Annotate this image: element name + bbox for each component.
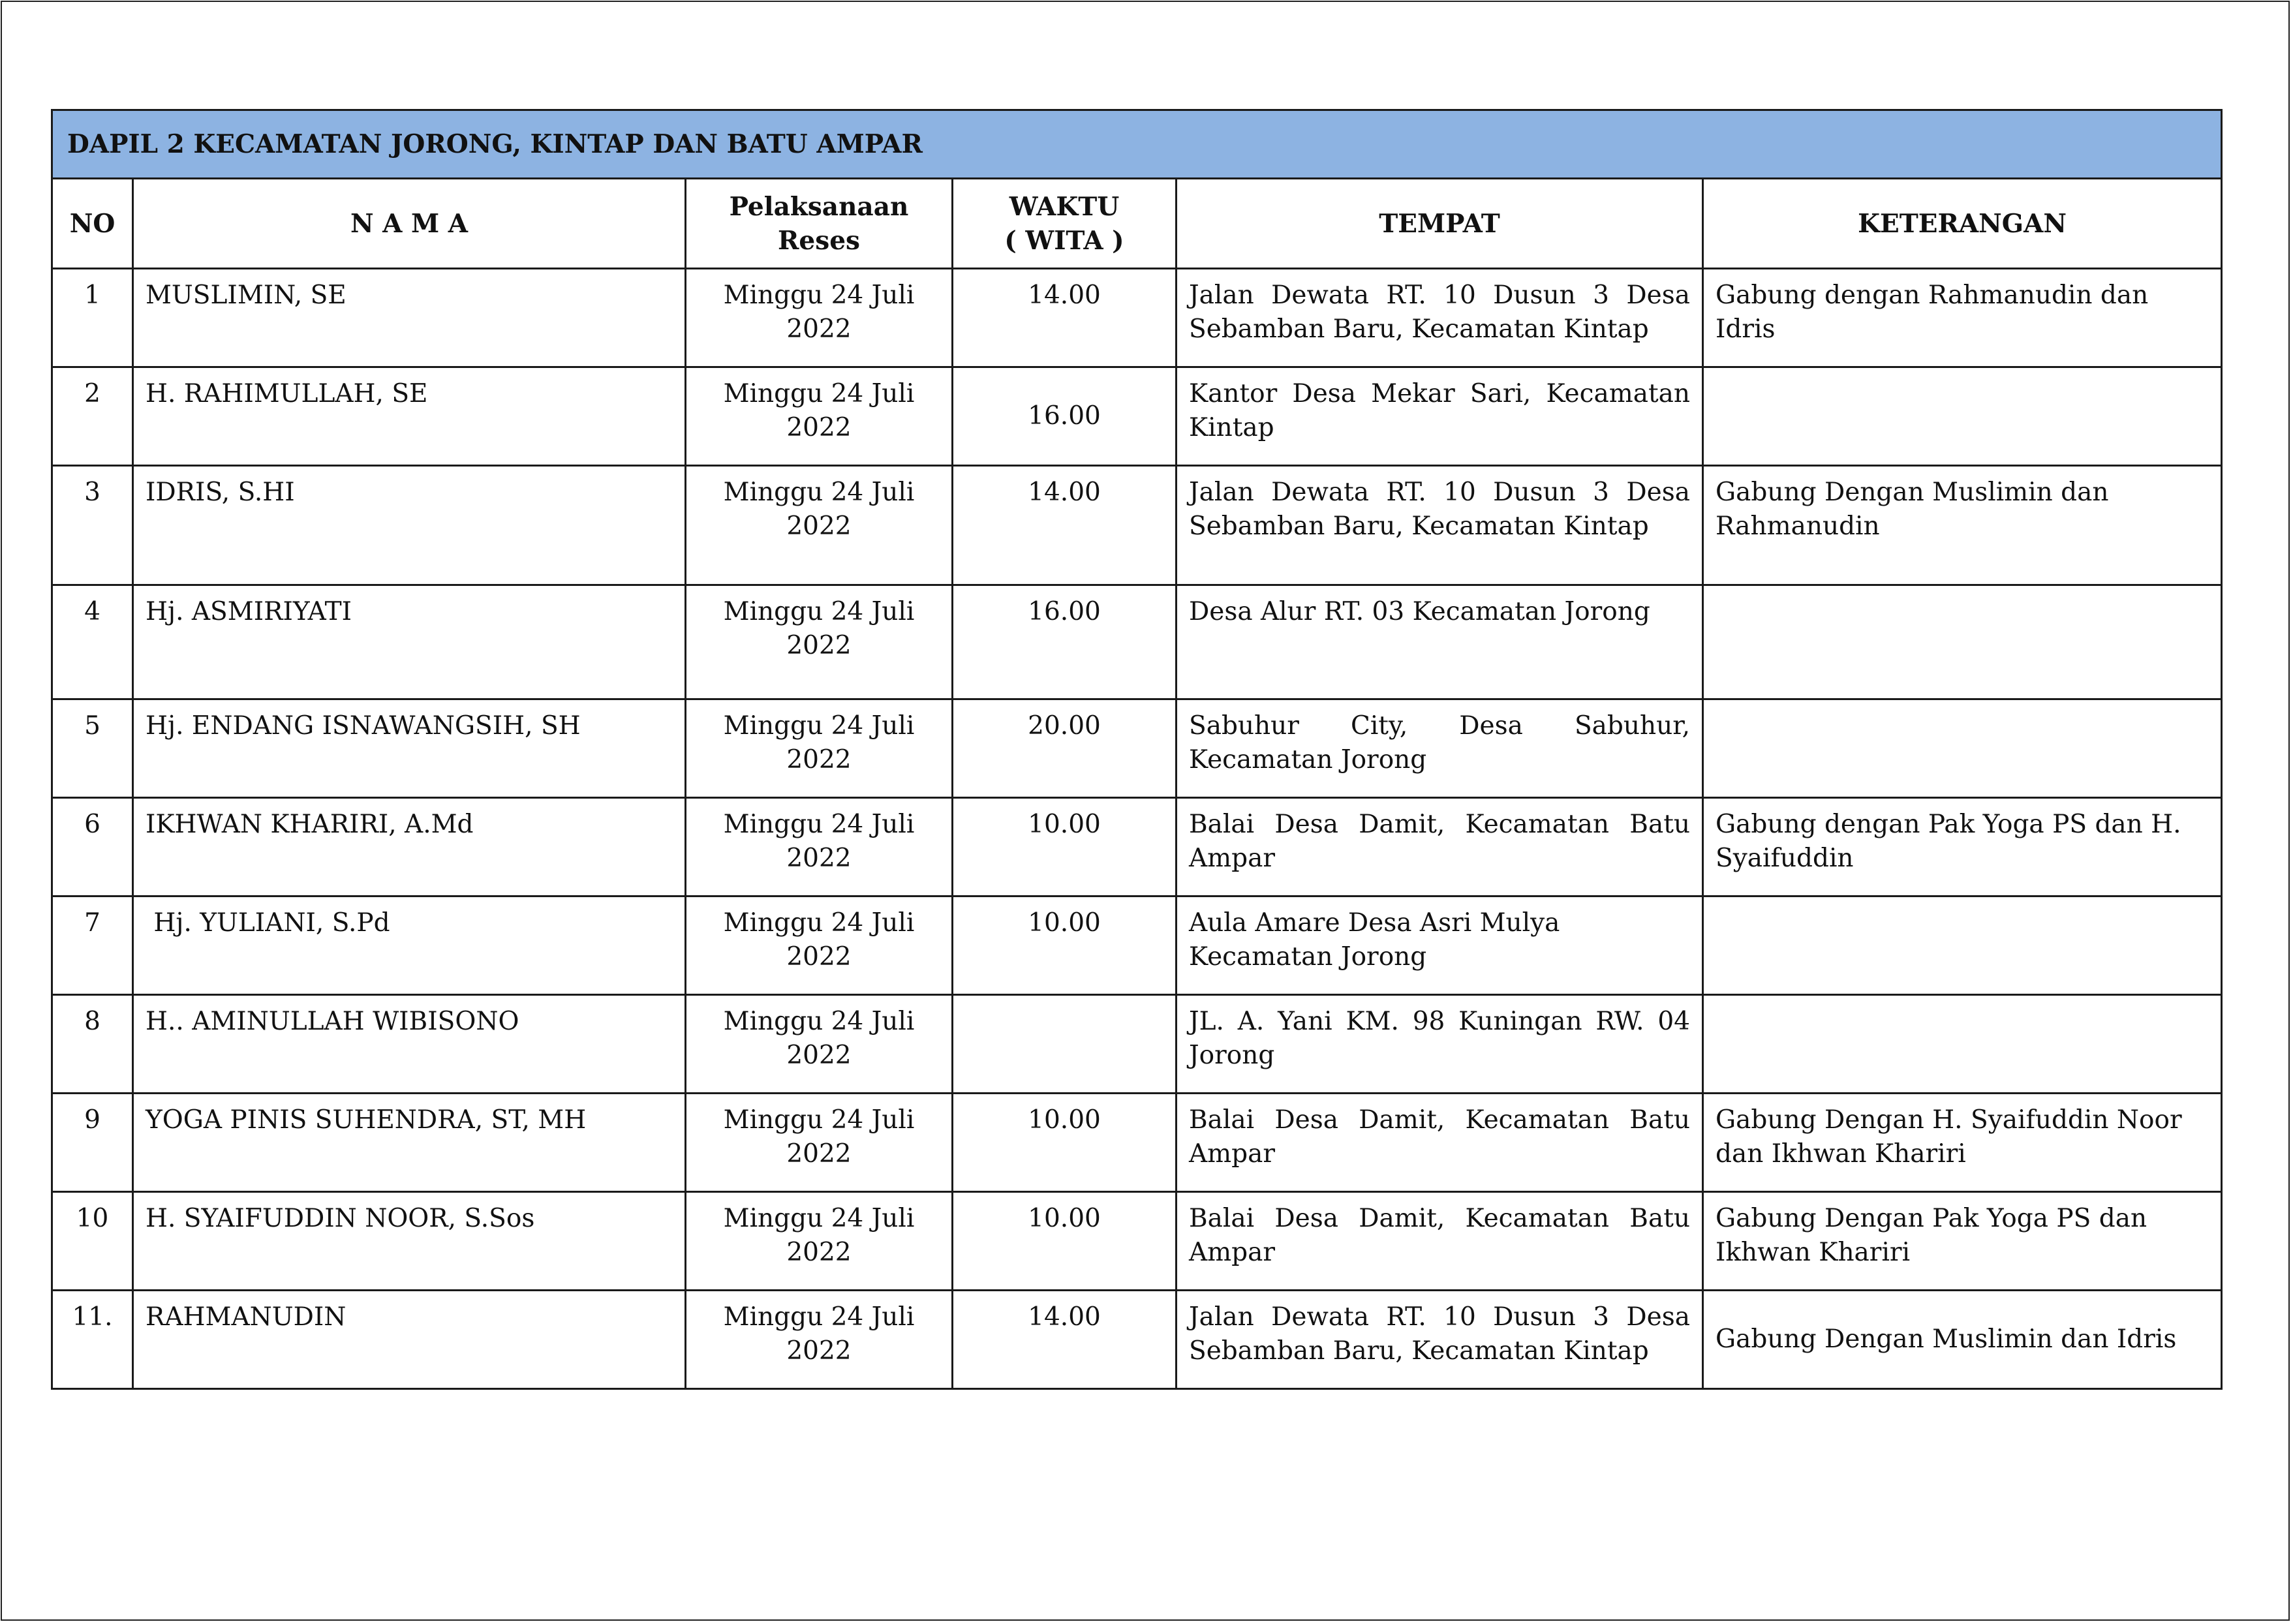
cell-keterangan bbox=[1703, 367, 2222, 466]
header-pelaksanaan: Pelaksanaan Reses bbox=[686, 179, 953, 269]
cell-keterangan: Gabung dengan Rahmanudin dan Idris bbox=[1703, 269, 2222, 367]
cell-nama: Hj. ASMIRIYATI bbox=[133, 585, 686, 699]
table-header-row bbox=[52, 179, 2222, 269]
cell-nama: IKHWAN KHARIRI, A.Md bbox=[133, 798, 686, 896]
cell-waktu bbox=[953, 995, 1177, 1094]
table-row bbox=[52, 699, 2222, 798]
table-row bbox=[52, 896, 2222, 995]
cell-date-line1: Minggu 24 Juli bbox=[723, 1302, 915, 1332]
cell-keterangan bbox=[1703, 896, 2222, 995]
cell-keterangan: Gabung dengan Pak Yoga PS dan H. Syaifuddin bbox=[1703, 798, 2222, 896]
cell-keterangan bbox=[1703, 995, 2222, 1094]
cell-no: 9 bbox=[52, 1094, 133, 1192]
cell-keterangan: Gabung Dengan H. Syaifuddin Noor dan Ikhwan Khariri bbox=[1703, 1094, 2222, 1192]
cell-date-line2: 2022 bbox=[786, 1041, 852, 1070]
cell-tempat: Aula Amare Desa Asri Mulya Kecamatan Jorong bbox=[1177, 896, 1703, 995]
cell-pelaksanaan bbox=[686, 995, 953, 1094]
cell-no: 8 bbox=[52, 995, 133, 1094]
cell-date-line1: Minggu 24 Juli bbox=[723, 1105, 915, 1135]
cell-waktu: 10.00 bbox=[953, 798, 1177, 896]
cell-date-line1: Minggu 24 Juli bbox=[723, 478, 915, 507]
table-row bbox=[52, 269, 2222, 367]
reses-schedule-table bbox=[51, 109, 2223, 1390]
cell-waktu: 16.00 bbox=[953, 367, 1177, 466]
cell-tempat: Kantor Desa Mekar Sari, Kecamatan Kintap bbox=[1177, 367, 1703, 466]
header-keterangan: KETERANGAN bbox=[1703, 179, 2222, 269]
cell-date-line2: 2022 bbox=[786, 631, 852, 660]
cell-pelaksanaan bbox=[686, 585, 953, 699]
cell-nama: H.. AMINULLAH WIBISONO bbox=[133, 995, 686, 1094]
cell-keterangan: Gabung Dengan Muslimin dan Rahmanudin bbox=[1703, 466, 2222, 585]
table-title: DAPIL 2 KECAMATAN JORONG, KINTAP DAN BATU AMPAR bbox=[52, 110, 2222, 179]
cell-date-line2: 2022 bbox=[786, 512, 852, 541]
table-row bbox=[52, 466, 2222, 585]
cell-no: 7 bbox=[52, 896, 133, 995]
cell-waktu: 14.00 bbox=[953, 466, 1177, 585]
table-row bbox=[52, 1094, 2222, 1192]
cell-nama: RAHMANUDIN bbox=[133, 1291, 686, 1389]
cell-pelaksanaan bbox=[686, 798, 953, 896]
cell-tempat: JL. A. Yani KM. 98 Kuningan RW. 04 Jorong bbox=[1177, 995, 1703, 1094]
document-sheet bbox=[51, 109, 2221, 1390]
cell-keterangan: Gabung Dengan Pak Yoga PS dan Ikhwan Khariri bbox=[1703, 1192, 2222, 1291]
table-row bbox=[52, 1291, 2222, 1389]
cell-waktu: 20.00 bbox=[953, 699, 1177, 798]
cell-date-line2: 2022 bbox=[786, 1139, 852, 1169]
cell-nama: Hj. ENDANG ISNAWANGSIH, SH bbox=[133, 699, 686, 798]
table-row bbox=[52, 1192, 2222, 1291]
cell-date-line2: 2022 bbox=[786, 942, 852, 972]
cell-waktu: 14.00 bbox=[953, 1291, 1177, 1389]
cell-pelaksanaan bbox=[686, 1094, 953, 1192]
cell-nama: Hj. YULIANI, S.Pd bbox=[133, 896, 686, 995]
header-no: NO bbox=[52, 179, 133, 269]
cell-tempat: Desa Alur RT. 03 Kecamatan Jorong bbox=[1177, 585, 1703, 699]
table-row bbox=[52, 367, 2222, 466]
cell-tempat: Balai Desa Damit, Kecamatan Batu Ampar bbox=[1177, 798, 1703, 896]
cell-date-line1: Minggu 24 Juli bbox=[723, 281, 915, 310]
cell-keterangan bbox=[1703, 699, 2222, 798]
cell-date-line2: 2022 bbox=[786, 844, 852, 873]
cell-nama: H. SYAIFUDDIN NOOR, S.Sos bbox=[133, 1192, 686, 1291]
cell-date-line1: Minggu 24 Juli bbox=[723, 711, 915, 741]
table-row bbox=[52, 585, 2222, 699]
table-row bbox=[52, 995, 2222, 1094]
header-tempat: TEMPAT bbox=[1177, 179, 1703, 269]
cell-nama: YOGA PINIS SUHENDRA, ST, MH bbox=[133, 1094, 686, 1192]
cell-tempat: Jalan Dewata RT. 10 Dusun 3 Desa Sebamban Baru, Kecamatan Kintap bbox=[1177, 269, 1703, 367]
cell-date-line2: 2022 bbox=[786, 1238, 852, 1267]
table-title-row bbox=[52, 110, 2222, 179]
cell-date-line1: Minggu 24 Juli bbox=[723, 1204, 915, 1233]
header-nama: N A M A bbox=[133, 179, 686, 269]
cell-pelaksanaan bbox=[686, 269, 953, 367]
cell-nama: IDRIS, S.HI bbox=[133, 466, 686, 585]
cell-waktu: 10.00 bbox=[953, 1192, 1177, 1291]
cell-keterangan bbox=[1703, 585, 2222, 699]
cell-tempat: Balai Desa Damit, Kecamatan Batu Ampar bbox=[1177, 1192, 1703, 1291]
cell-waktu: 16.00 bbox=[953, 585, 1177, 699]
cell-no: 1 bbox=[52, 269, 133, 367]
cell-pelaksanaan bbox=[686, 1291, 953, 1389]
cell-pelaksanaan bbox=[686, 1192, 953, 1291]
table-row bbox=[52, 798, 2222, 896]
cell-date-line2: 2022 bbox=[786, 314, 852, 344]
cell-no: 6 bbox=[52, 798, 133, 896]
cell-waktu: 10.00 bbox=[953, 896, 1177, 995]
cell-pelaksanaan bbox=[686, 466, 953, 585]
cell-no: 4 bbox=[52, 585, 133, 699]
cell-keterangan: Gabung Dengan Muslimin dan Idris bbox=[1703, 1291, 2222, 1389]
cell-tempat: Jalan Dewata RT. 10 Dusun 3 Desa Sebamban Baru, Kecamatan Kintap bbox=[1177, 466, 1703, 585]
cell-no: 3 bbox=[52, 466, 133, 585]
cell-date-line2: 2022 bbox=[786, 1336, 852, 1366]
cell-date-line2: 2022 bbox=[786, 413, 852, 442]
cell-no: 5 bbox=[52, 699, 133, 798]
header-waktu-line1: WAKTU bbox=[1009, 191, 1120, 222]
header-waktu bbox=[953, 179, 1177, 269]
cell-pelaksanaan bbox=[686, 367, 953, 466]
cell-date-line1: Minggu 24 Juli bbox=[723, 597, 915, 626]
cell-pelaksanaan bbox=[686, 699, 953, 798]
cell-date-line1: Minggu 24 Juli bbox=[723, 810, 915, 839]
cell-tempat: Sabuhur City, Desa Sabuhur, Kecamatan Jorong bbox=[1177, 699, 1703, 798]
cell-date-line1: Minggu 24 Juli bbox=[723, 1007, 915, 1036]
cell-tempat: Jalan Dewata RT. 10 Dusun 3 Desa Sebamban Baru, Kecamatan Kintap bbox=[1177, 1291, 1703, 1389]
cell-date-line1: Minggu 24 Juli bbox=[723, 908, 915, 938]
cell-no: 10 bbox=[52, 1192, 133, 1291]
cell-nama: H. RAHIMULLAH, SE bbox=[133, 367, 686, 466]
header-waktu-line2: ( WITA ) bbox=[1004, 225, 1124, 256]
cell-date-line2: 2022 bbox=[786, 745, 852, 774]
cell-no: 2 bbox=[52, 367, 133, 466]
cell-nama: MUSLIMIN, SE bbox=[133, 269, 686, 367]
cell-pelaksanaan bbox=[686, 896, 953, 995]
cell-waktu: 10.00 bbox=[953, 1094, 1177, 1192]
cell-waktu: 14.00 bbox=[953, 269, 1177, 367]
cell-date-line1: Minggu 24 Juli bbox=[723, 379, 915, 408]
cell-no: 11. bbox=[52, 1291, 133, 1389]
cell-tempat: Balai Desa Damit, Kecamatan Batu Ampar bbox=[1177, 1094, 1703, 1192]
